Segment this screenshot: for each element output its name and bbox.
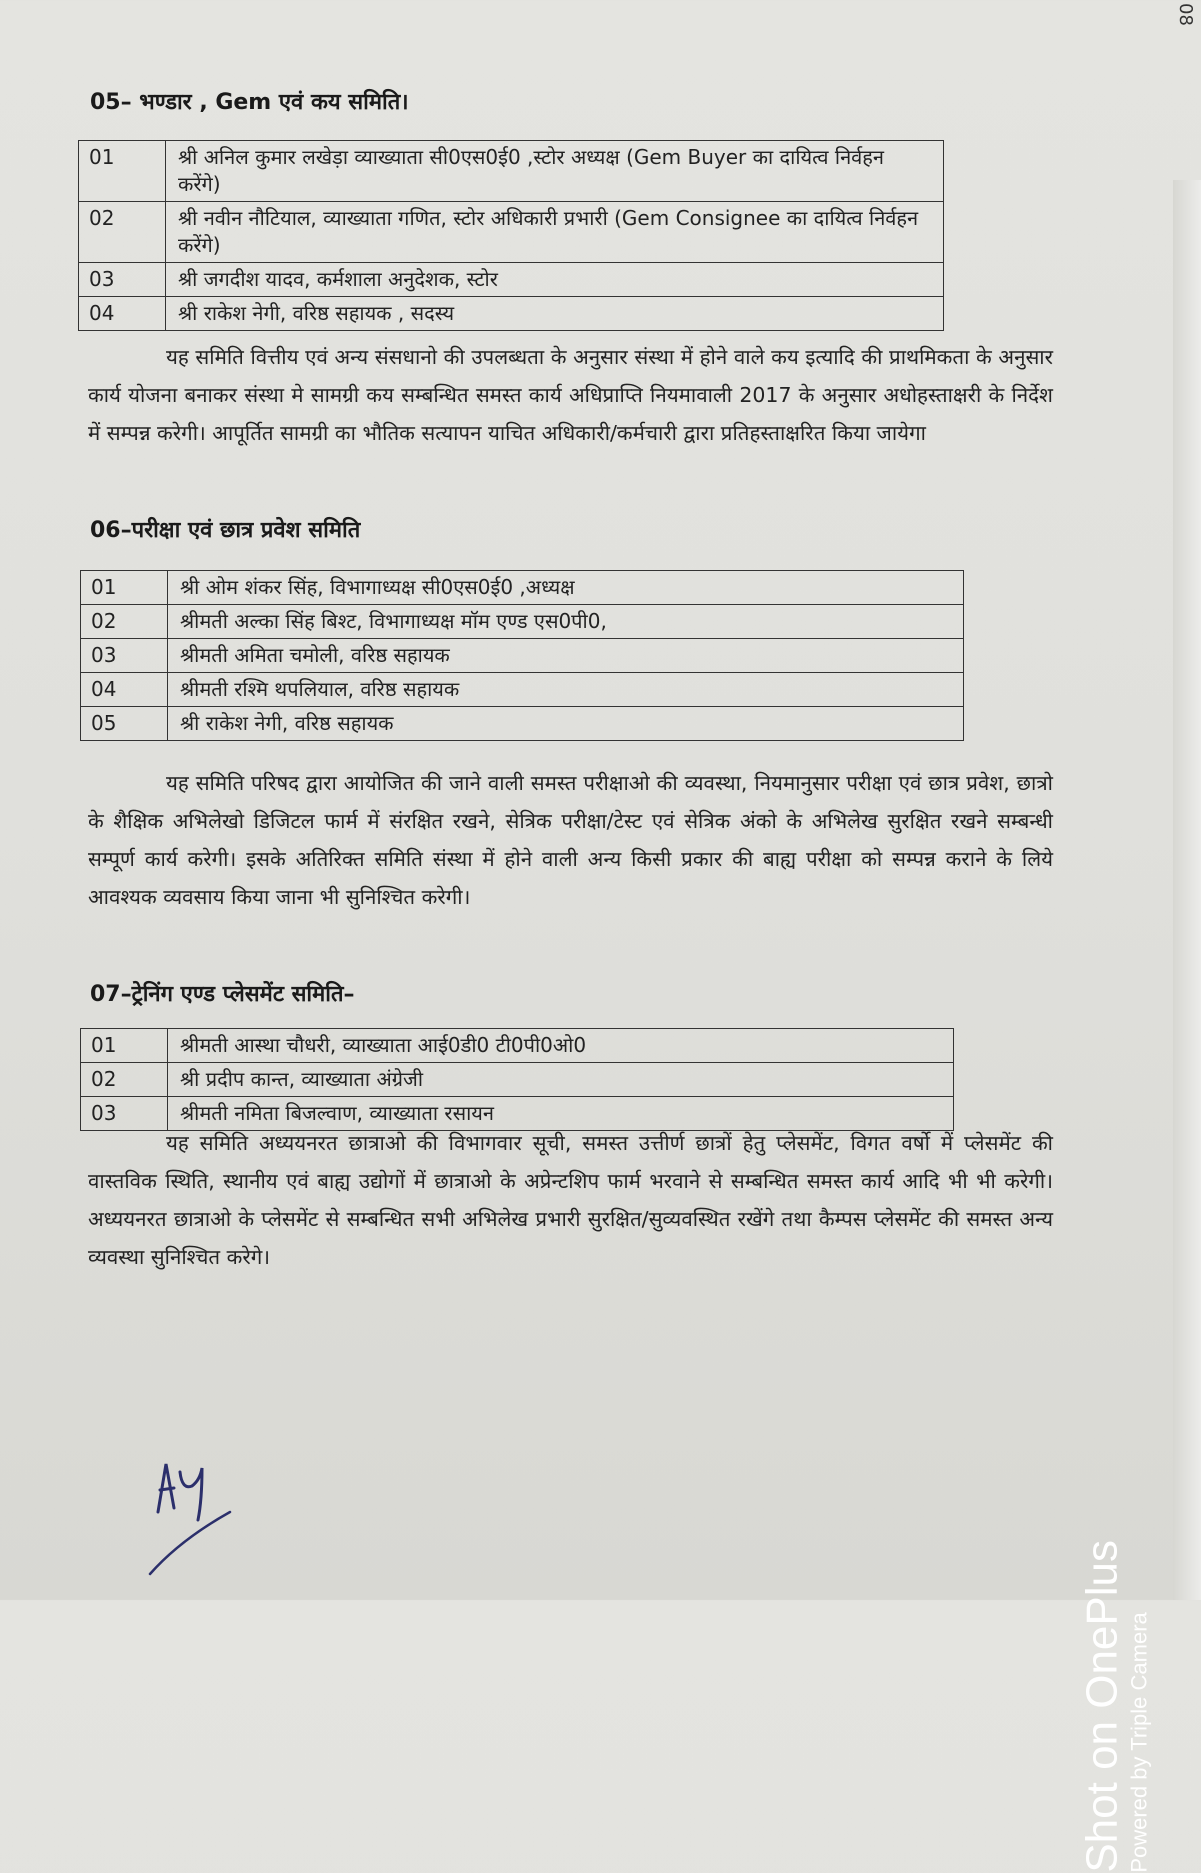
member-number: 03	[81, 1097, 168, 1131]
member-name: श्रीमती आस्था चौधरी, व्याख्याता आई0डी0 टी0पी0ओ0	[168, 1029, 954, 1063]
table-row	[79, 202, 944, 263]
member-number: 04	[79, 297, 166, 331]
table-row	[79, 141, 944, 202]
section-05-table	[78, 140, 944, 331]
table-row	[81, 707, 964, 741]
section-05-description	[88, 338, 1053, 452]
member-number: 05	[81, 707, 168, 741]
page-number: 08	[1175, 3, 1197, 26]
member-name: श्री प्रदीप कान्त, व्याख्याता अंग्रेजी	[168, 1063, 954, 1097]
watermark-main: Shot on OnePlus	[1078, 1540, 1127, 1873]
section-07-description-text: यह समिति अध्ययनरत छात्राओ की विभागवार सूची, समस्त उत्तीर्ण छात्रों हेतु प्लेसमेंट, विगत वर्षो में प्लेसमेंट की वास्तविक स्थिति, स्थानीय एवं बाह्य उद्योगों में छात्राओ के अप्रेन्टशिप फार्म भरवाने से सम्बन्धित समस्त कार्य आदि भी भी करेगी। अध्ययनरत छात्राओ के प्लेसमेंट से सम्बन्धित सभी अभिलेख प्रभारी सुरक्षित/सुव्यवस्थित रखेंगे तथा कैम्पस प्लेसमेंट की समस्त अन्य व्यवस्था सुनिश्चित करेगे।	[88, 1131, 1053, 1269]
member-number: 03	[79, 263, 166, 297]
signature-initials	[140, 1450, 260, 1584]
page-edge	[1173, 180, 1201, 1600]
member-name: श्री राकेश नेगी, वरिष्ठ सहायक	[168, 707, 964, 741]
section-06-table	[80, 570, 964, 741]
table-row	[81, 1029, 954, 1063]
table-row	[81, 571, 964, 605]
member-number: 04	[81, 673, 168, 707]
section-07-table	[80, 1028, 954, 1131]
member-number: 02	[79, 202, 166, 263]
member-number: 03	[81, 639, 168, 673]
section-07-description	[88, 1124, 1053, 1276]
member-number: 01	[79, 141, 166, 202]
member-name: श्री ओम शंकर सिंह, विभागाध्यक्ष सी0एस0ई0 ,अध्यक्ष	[168, 571, 964, 605]
member-name: श्रीमती अल्का सिंह बिश्ट, विभागाध्यक्ष मॉम एण्ड एस0पी0,	[168, 605, 964, 639]
camera-watermark	[1079, 1540, 1153, 1873]
member-name: श्री अनिल कुमार लखेड़ा व्याख्याता सी0एस0ई0 ,स्टोर अध्यक्ष (Gem Buyer का दायित्व निर्वहन करेंगे)	[166, 141, 944, 202]
member-name: श्री राकेश नेगी, वरिष्ठ सहायक , सदस्य	[166, 297, 944, 331]
table-row	[81, 605, 964, 639]
table-row	[81, 673, 964, 707]
watermark-sub: Powered by Triple Camera	[1127, 1612, 1152, 1873]
section-07-heading: 07–ट्रेनिंग एण्ड प्लेसमेंट समिति–	[90, 982, 355, 1007]
section-05-heading: 05– भण्डार , Gem एवं कय समिति।	[90, 90, 409, 115]
section-05-description-text: यह समिति वित्तीय एवं अन्य संसधानो की उपलब्धता के अनुसार संस्था में होने वाले कय इत्यादि की प्राथमिकता के अनुसार कार्य योजना बनाकर संस्था मे सामग्री कय सम्बन्धित समस्त कार्य अधिप्राप्ति नियमावाली 2017 के अनुसार अधोहस्ताक्षरी के निर्देश में सम्पन्न करेगी। आपूर्तित सामग्री का भौतिक सत्यापन याचित अधिकारी/कर्मचारी द्वारा प्रतिहस्ताक्षरित किया जायेगा	[88, 345, 1053, 445]
signature-graphic	[140, 1450, 260, 1580]
table-row	[81, 639, 964, 673]
table-row	[79, 297, 944, 331]
member-number: 01	[81, 571, 168, 605]
member-name: श्रीमती रश्मि थपलियाल, वरिष्ठ सहायक	[168, 673, 964, 707]
member-number: 01	[81, 1029, 168, 1063]
table-row	[79, 263, 944, 297]
member-name: श्री नवीन नौटियाल, व्याख्याता गणित, स्टोर अधिकारी प्रभारी (Gem Consignee का दायित्व निर्वहन करेंगे)	[166, 202, 944, 263]
member-number: 02	[81, 1063, 168, 1097]
member-number: 02	[81, 605, 168, 639]
section-06-description	[88, 764, 1053, 916]
member-name: श्रीमती अमिता चमोली, वरिष्ठ सहायक	[168, 639, 964, 673]
member-name: श्री जगदीश यादव, कर्मशाला अनुदेशक, स्टोर	[166, 263, 944, 297]
member-name: श्रीमती नमिता बिजल्वाण, व्याख्याता रसायन	[168, 1097, 954, 1131]
section-06-heading: 06–परीक्षा एवं छात्र प्रवेश समिति	[90, 518, 361, 543]
table-row	[81, 1063, 954, 1097]
section-06-description-text: यह समिति परिषद द्वारा आयोजित की जाने वाली समस्त परीक्षाओ की व्यवस्था, नियमानुसार परीक्षा एवं छात्र प्रवेश, छात्रो के शैक्षिक अभिलेखो डिजिटल फार्म में संरक्षित रखने, सेत्रिक परीक्षा/टेस्ट एवं सेत्रिक अंको के अभिलेख सुरक्षित रखने सम्बन्धी सम्पूर्ण कार्य करेगी। इसके अतिरिक्त समिति संस्था में होने वाली अन्य किसी प्रकार की बाह्य परीक्षा को सम्पन्न कराने के लिये आवश्यक व्यवसाय किया जाना भी सुनिश्चित करेगी।	[88, 771, 1053, 909]
